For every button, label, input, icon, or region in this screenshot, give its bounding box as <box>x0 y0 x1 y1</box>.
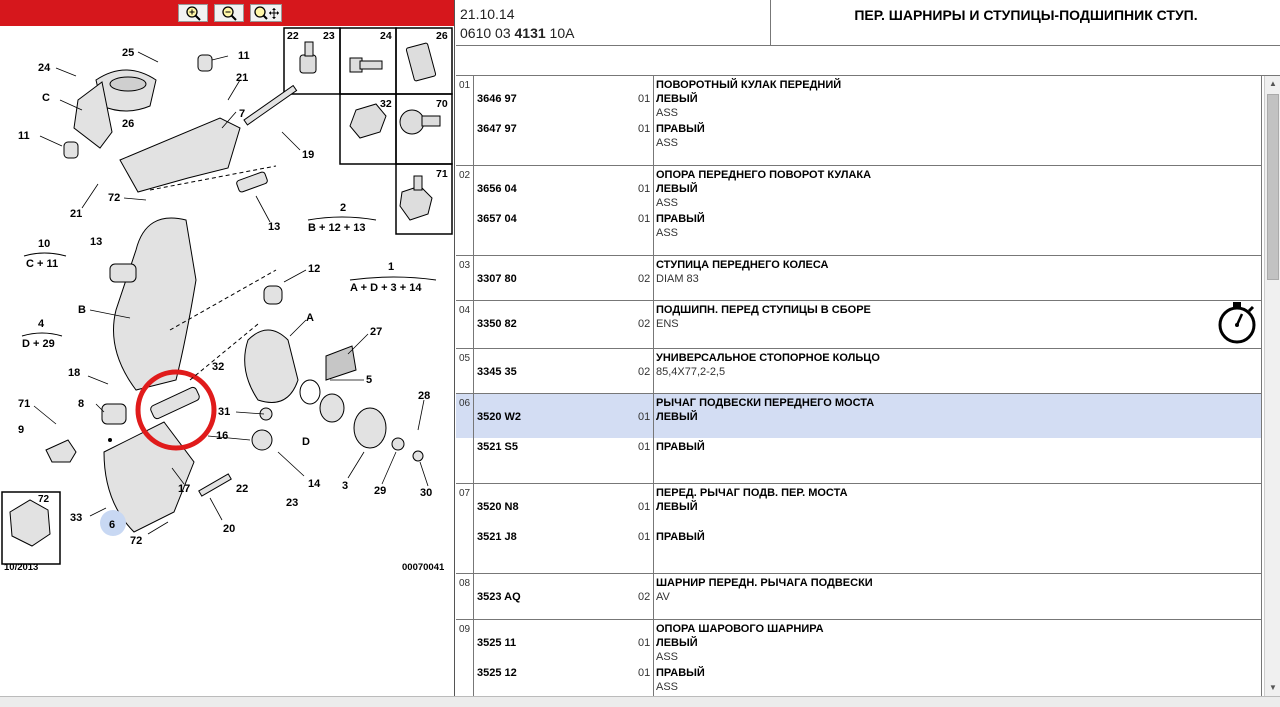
part-quantity: 01 <box>638 123 651 135</box>
part-note: ASS <box>656 137 679 149</box>
part-title: РЫЧАГ ПОДВЕСКИ ПЕРЕДНЕГО МОСТА <box>656 397 875 409</box>
part-title: ОПОРА ШАРОВОГО ШАРНИРА <box>656 623 824 635</box>
part-reference[interactable]: 3525 12 <box>477 667 517 679</box>
part-note: DIAM 83 <box>656 273 699 285</box>
svg-text:17: 17 <box>178 483 191 495</box>
header-code: 0610 03 4131 10A <box>460 25 575 41</box>
header-spacer <box>456 46 1280 76</box>
part-quantity: 01 <box>638 637 651 649</box>
svg-text:1: 1 <box>388 261 395 273</box>
position-number: 09 <box>459 624 471 635</box>
part-reference[interactable]: 3521 J8 <box>477 531 517 543</box>
part-title: ОПОРА ПЕРЕДНЕГО ПОВОРОТ КУЛАКА <box>656 169 872 181</box>
qty-column <box>636 76 654 165</box>
part-quantity: 01 <box>638 531 651 543</box>
part-reference[interactable]: 3307 80 <box>477 273 517 285</box>
part-side: ПРАВЫЙ <box>656 667 705 679</box>
diagram-date: 10/2013 <box>4 562 39 573</box>
part-group-row[interactable] <box>456 256 1262 301</box>
svg-text:29: 29 <box>374 485 387 497</box>
svg-text:C: C <box>42 92 50 104</box>
svg-text:24: 24 <box>380 30 392 42</box>
zoom-in-icon <box>184 5 202 21</box>
scroll-up-icon[interactable]: ▲ <box>1269 79 1277 88</box>
part-side: ПРАВЫЙ <box>656 441 705 453</box>
header-date: 21.10.14 <box>460 6 515 22</box>
svg-text:B + 12 + 13: B + 12 + 13 <box>308 222 366 234</box>
part-title: УНИВЕРСАЛЬНОЕ СТОПОРНОЕ КОЛЬЦО <box>656 352 880 364</box>
svg-text:B: B <box>78 304 86 316</box>
svg-text:A + D + 3 + 14: A + D + 3 + 14 <box>350 282 422 294</box>
svg-text:72: 72 <box>108 192 121 204</box>
part-side: ЛЕВЫЙ <box>656 501 698 513</box>
part-note: AV <box>656 591 670 603</box>
part-group-row[interactable] <box>456 76 1262 166</box>
zoom-in-button[interactable] <box>178 4 208 22</box>
svg-text:13: 13 <box>268 221 281 233</box>
svg-text:28: 28 <box>418 390 431 402</box>
svg-text:11: 11 <box>238 50 250 62</box>
status-bar <box>0 696 1280 707</box>
scrollbar[interactable] <box>1264 76 1280 696</box>
svg-text:10: 10 <box>38 238 51 250</box>
svg-text:31: 31 <box>218 406 231 418</box>
svg-text:13: 13 <box>90 236 103 248</box>
svg-text:32: 32 <box>212 361 225 373</box>
qty-column <box>636 166 654 255</box>
part-note: ASS <box>656 197 679 209</box>
svg-text:33: 33 <box>70 512 83 524</box>
parts-table <box>456 76 1262 696</box>
diagram-toolbar <box>0 0 455 26</box>
part-quantity: 01 <box>638 93 651 105</box>
part-note: ENS <box>656 318 679 330</box>
svg-text:19: 19 <box>302 149 315 161</box>
svg-text:25: 25 <box>122 47 135 59</box>
svg-text:7: 7 <box>239 108 246 120</box>
svg-text:8: 8 <box>78 398 85 410</box>
svg-text:A: A <box>306 312 314 324</box>
part-title: ШАРНИР ПЕРЕДН. РЫЧАГА ПОДВЕСКИ <box>656 577 873 589</box>
part-reference[interactable]: 3656 04 <box>477 183 517 195</box>
svg-text:21: 21 <box>70 208 83 220</box>
part-quantity: 02 <box>638 591 651 603</box>
part-side: ПРАВЫЙ <box>656 123 705 135</box>
part-reference[interactable]: 3350 82 <box>477 318 517 330</box>
svg-text:22: 22 <box>236 483 249 495</box>
svg-text:14: 14 <box>308 478 321 490</box>
part-group-row[interactable] <box>456 574 1262 620</box>
diagram-panel <box>0 0 455 707</box>
svg-text:18: 18 <box>68 367 81 379</box>
part-quantity: 01 <box>638 213 651 225</box>
zoom-fit-button[interactable] <box>250 4 282 22</box>
svg-text:70: 70 <box>436 98 448 110</box>
part-reference[interactable]: 3647 97 <box>477 123 517 135</box>
svg-text:32: 32 <box>380 98 392 110</box>
part-quantity: 01 <box>638 501 651 513</box>
parts-header <box>456 0 1280 46</box>
zoom-fit-icon <box>252 5 280 21</box>
part-title: ПЕРЕД. РЫЧАГ ПОДВ. ПЕР. МОСТА <box>656 487 848 499</box>
part-reference[interactable]: 3646 97 <box>477 93 517 105</box>
part-group-row[interactable] <box>456 620 1262 696</box>
svg-text:9: 9 <box>18 424 25 436</box>
part-title: ПОДШИПН. ПЕРЕД СТУПИЦЫ В СБОРЕ <box>656 304 871 316</box>
qty-column <box>636 256 654 300</box>
part-reference[interactable]: 3520 N8 <box>477 501 519 513</box>
position-number: 05 <box>459 353 471 364</box>
scroll-down-icon[interactable]: ▼ <box>1269 683 1277 692</box>
position-number: 07 <box>459 488 471 499</box>
svg-text:2: 2 <box>340 202 347 214</box>
part-reference[interactable]: 3345 35 <box>477 366 517 378</box>
part-group-row[interactable] <box>456 484 1262 574</box>
svg-text:5: 5 <box>366 374 373 386</box>
svg-text:3: 3 <box>342 480 349 492</box>
header-info <box>456 0 771 46</box>
svg-text:D: D <box>302 436 310 448</box>
part-quantity: 01 <box>638 667 651 679</box>
part-side: ПРАВЫЙ <box>656 213 705 225</box>
part-note: 85,4X77,2-2,5 <box>656 366 726 378</box>
qty-column <box>636 349 654 393</box>
svg-text:22: 22 <box>287 30 299 42</box>
parts-panel <box>456 0 1280 707</box>
svg-text:23: 23 <box>286 497 299 509</box>
part-title: СТУПИЦА ПЕРЕДНЕГО КОЛЕСА <box>656 259 829 271</box>
svg-text:27: 27 <box>370 326 383 338</box>
position-number: 04 <box>459 305 471 316</box>
svg-text:72: 72 <box>38 494 50 505</box>
part-group-row[interactable] <box>456 394 1262 484</box>
part-reference[interactable]: 3657 04 <box>477 213 517 225</box>
part-quantity: 02 <box>638 318 651 330</box>
svg-text:16: 16 <box>216 430 229 442</box>
part-note: ASS <box>656 651 679 663</box>
qty-column <box>636 574 654 619</box>
svg-text:12: 12 <box>308 263 321 275</box>
diagram-code: 00070041 <box>402 562 445 573</box>
part-title: ПОВОРОТНЫЙ КУЛАК ПЕРЕДНИЙ <box>656 79 842 91</box>
part-quantity: 02 <box>638 366 651 378</box>
zoom-out-icon <box>220 5 238 21</box>
exploded-parts-diagram <box>0 26 455 586</box>
svg-text:71: 71 <box>436 168 448 180</box>
scrollbar-thumb[interactable] <box>1267 94 1279 280</box>
svg-text:24: 24 <box>38 62 51 74</box>
svg-text:D + 29: D + 29 <box>22 338 55 350</box>
zoom-out-button[interactable] <box>214 4 244 22</box>
svg-text:72: 72 <box>130 535 143 547</box>
page-title: ПЕР. ШАРНИРЫ И СТУПИЦЫ-ПОДШИПНИК СТУП. <box>854 7 1198 23</box>
svg-text:26: 26 <box>122 118 135 130</box>
part-note: ASS <box>656 227 679 239</box>
qty-column <box>636 301 654 348</box>
stopwatch-icon <box>1216 300 1258 344</box>
part-side: ПРАВЫЙ <box>656 531 705 543</box>
part-side: ЛЕВЫЙ <box>656 183 698 195</box>
position-number: 01 <box>459 80 471 91</box>
part-reference[interactable]: 3521 S5 <box>477 441 518 453</box>
svg-text:23: 23 <box>323 30 335 42</box>
part-side: ЛЕВЫЙ <box>656 637 698 649</box>
part-quantity: 01 <box>638 411 651 423</box>
qty-column <box>636 484 654 573</box>
part-note: ASS <box>656 107 679 119</box>
part-reference[interactable]: 3525 11 <box>477 637 517 649</box>
position-number: 08 <box>459 578 471 589</box>
svg-text:30: 30 <box>420 487 433 499</box>
part-note: ASS <box>656 681 679 693</box>
part-reference[interactable]: 3523 AQ <box>477 591 521 603</box>
position-number: 06 <box>459 398 471 409</box>
part-side: ЛЕВЫЙ <box>656 411 698 423</box>
svg-text:C + 11: C + 11 <box>26 258 59 270</box>
svg-text:71: 71 <box>18 398 31 410</box>
qty-column <box>636 620 654 696</box>
part-quantity: 01 <box>638 441 651 453</box>
part-group-row[interactable] <box>456 166 1262 256</box>
part-reference[interactable]: 3520 W2 <box>477 411 522 423</box>
svg-text:6: 6 <box>109 519 116 531</box>
svg-text:11: 11 <box>18 130 30 142</box>
svg-text:4: 4 <box>38 318 45 330</box>
svg-text:20: 20 <box>223 523 236 535</box>
part-quantity: 02 <box>638 273 651 285</box>
qty-column <box>636 394 654 483</box>
svg-text:21: 21 <box>236 72 249 84</box>
position-number: 03 <box>459 260 471 271</box>
part-group-row[interactable] <box>456 301 1262 349</box>
part-quantity: 01 <box>638 183 651 195</box>
part-group-row[interactable] <box>456 349 1262 394</box>
position-number: 02 <box>459 170 471 181</box>
svg-text:26: 26 <box>436 30 448 42</box>
part-side: ЛЕВЫЙ <box>656 93 698 105</box>
